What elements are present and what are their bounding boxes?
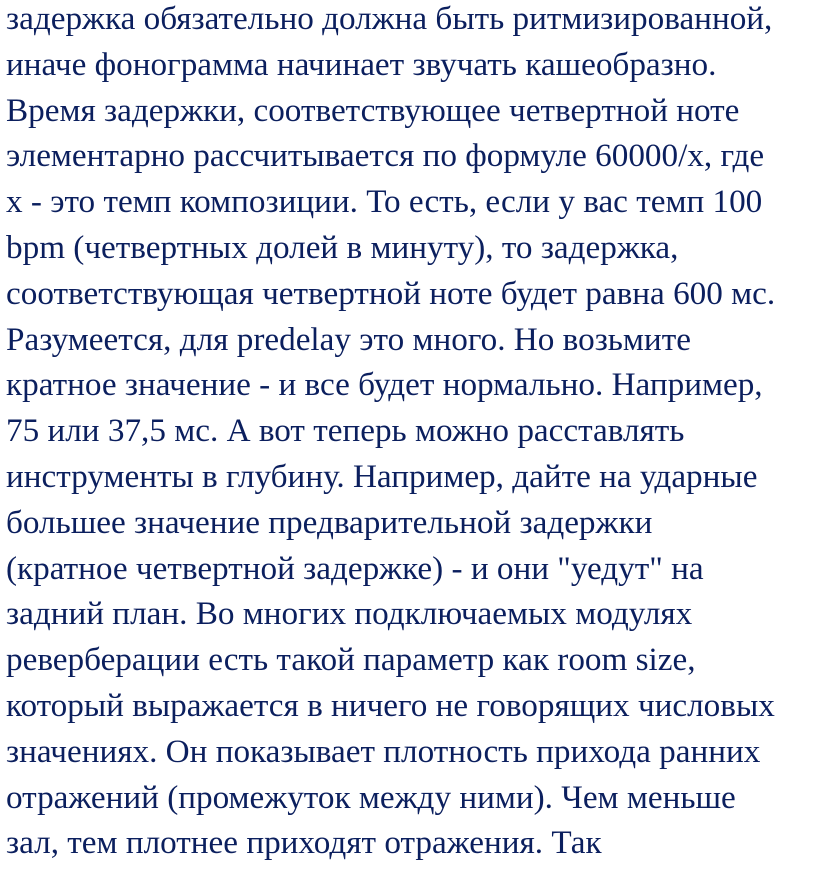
paragraph-line: 75 или 37,5 мс. А вот теперь можно расставлять bbox=[6, 412, 685, 450]
paragraph-line: Время задержки, соответствующее четвертной ноте bbox=[6, 91, 740, 129]
paragraph-line: зал, тем плотнее приходят отражения. Так bbox=[6, 824, 602, 862]
paragraph-line: большее значение предварительной задержки bbox=[6, 503, 653, 541]
paragraph-line: задержка обязательно должна быть ритмизированной, bbox=[6, 0, 773, 37]
paragraph bbox=[6, 0, 816, 866]
paragraph-line: отражений (промежуток между ними). Чем меньше bbox=[6, 778, 736, 816]
paragraph-line: инструменты в глубину. Например, дайте на ударные bbox=[6, 457, 758, 495]
paragraph-line: значениях. Он показывает плотность прихода ранних bbox=[6, 732, 761, 770]
paragraph-line: (кратное четвертной задержке) - и они "уедут" на bbox=[6, 549, 704, 587]
paragraph-line: bpm (четвертных долей в минуту), то задержка, bbox=[6, 228, 679, 266]
paragraph-line: иначе фонограмма начинает звучать кашеобразно. bbox=[6, 45, 717, 83]
paragraph-line: Разумеется, для predelay это много. Но возьмите bbox=[6, 320, 691, 358]
paragraph-line: элементарно рассчитывается по формуле 60000/х, где bbox=[6, 137, 765, 175]
paragraph-line: реверберации есть такой параметр как room size, bbox=[6, 641, 696, 679]
paragraph-line: х - это темп композиции. То есть, если у вас темп 100 bbox=[6, 183, 763, 221]
paragraph-line: соответствующая четвертной ноте будет равна 600 мс. bbox=[6, 274, 776, 312]
paragraph-line: который выражается в ничего не говорящих числовых bbox=[6, 686, 775, 724]
paragraph-line: кратное значение - и все будет нормально. Например, bbox=[6, 366, 763, 404]
paragraph-line: задний план. Во многих подключаемых модулях bbox=[6, 595, 693, 633]
